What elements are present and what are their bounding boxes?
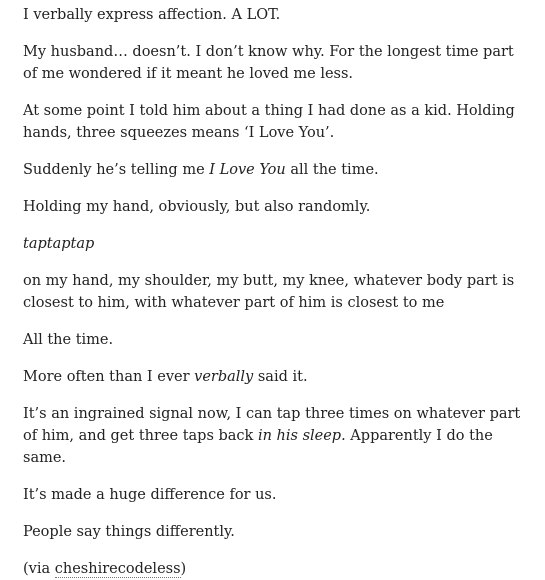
- paragraph-text: More often than I ever: [23, 369, 195, 385]
- via-attribution: [23, 558, 531, 580]
- paragraph-text: It’s made a huge difference for us.: [23, 487, 277, 503]
- emphasis-taptaptap: taptaptap: [23, 236, 95, 252]
- paragraph-10: [23, 403, 531, 469]
- paragraph-7: [23, 270, 531, 314]
- paragraph-8: [23, 329, 531, 351]
- via-source-link[interactable]: cheshirecodeless: [54, 561, 181, 577]
- paragraph-text: said it.: [253, 369, 308, 385]
- emphasis-i-love-you: I Love You: [209, 162, 286, 178]
- paragraph-3: [23, 100, 531, 144]
- paragraph-text: on my hand, my shoulder, my butt, my knee, whatever body part is closest to him, with whatever part of him is closest to me: [23, 273, 515, 311]
- paragraph-text: My husband… doesn’t. I don’t know why. For the longest time part of me wondered if it meant he loved me less.: [23, 44, 514, 82]
- paragraph-text: It’s an ingrained signal now, I can tap three times on whatever part of him, and get three taps back: [23, 406, 521, 444]
- paragraph-text: Holding my hand, obviously, but also randomly.: [23, 199, 371, 215]
- paragraph-text: I verbally express affection. A LOT.: [23, 7, 281, 23]
- paragraph-12: [23, 521, 531, 543]
- paragraph-text: all the time.: [285, 162, 379, 178]
- emphasis-in-his-sleep: in his sleep.: [257, 428, 346, 444]
- paragraph-11: [23, 484, 531, 506]
- paragraph-5: [23, 196, 531, 218]
- paragraph-9: [23, 366, 531, 388]
- paragraph-2: [23, 41, 531, 85]
- via-suffix: ): [180, 561, 187, 577]
- via-prefix: (via: [23, 561, 55, 577]
- paragraph-text: All the time.: [23, 332, 114, 348]
- paragraph-text: Suddenly he’s telling me: [23, 162, 210, 178]
- paragraph-text: Apparently I do the same.: [23, 428, 493, 466]
- paragraph-text: People say things differently.: [23, 524, 235, 540]
- emphasis-verbally: verbally: [194, 369, 254, 385]
- paragraph-4: [23, 159, 531, 181]
- paragraph-1: [23, 4, 531, 26]
- paragraph-6: [23, 233, 531, 255]
- paragraph-text: At some point I told him about a thing I had done as a kid. Holding hands, three squeezes means ‘I Love You’.: [23, 103, 515, 141]
